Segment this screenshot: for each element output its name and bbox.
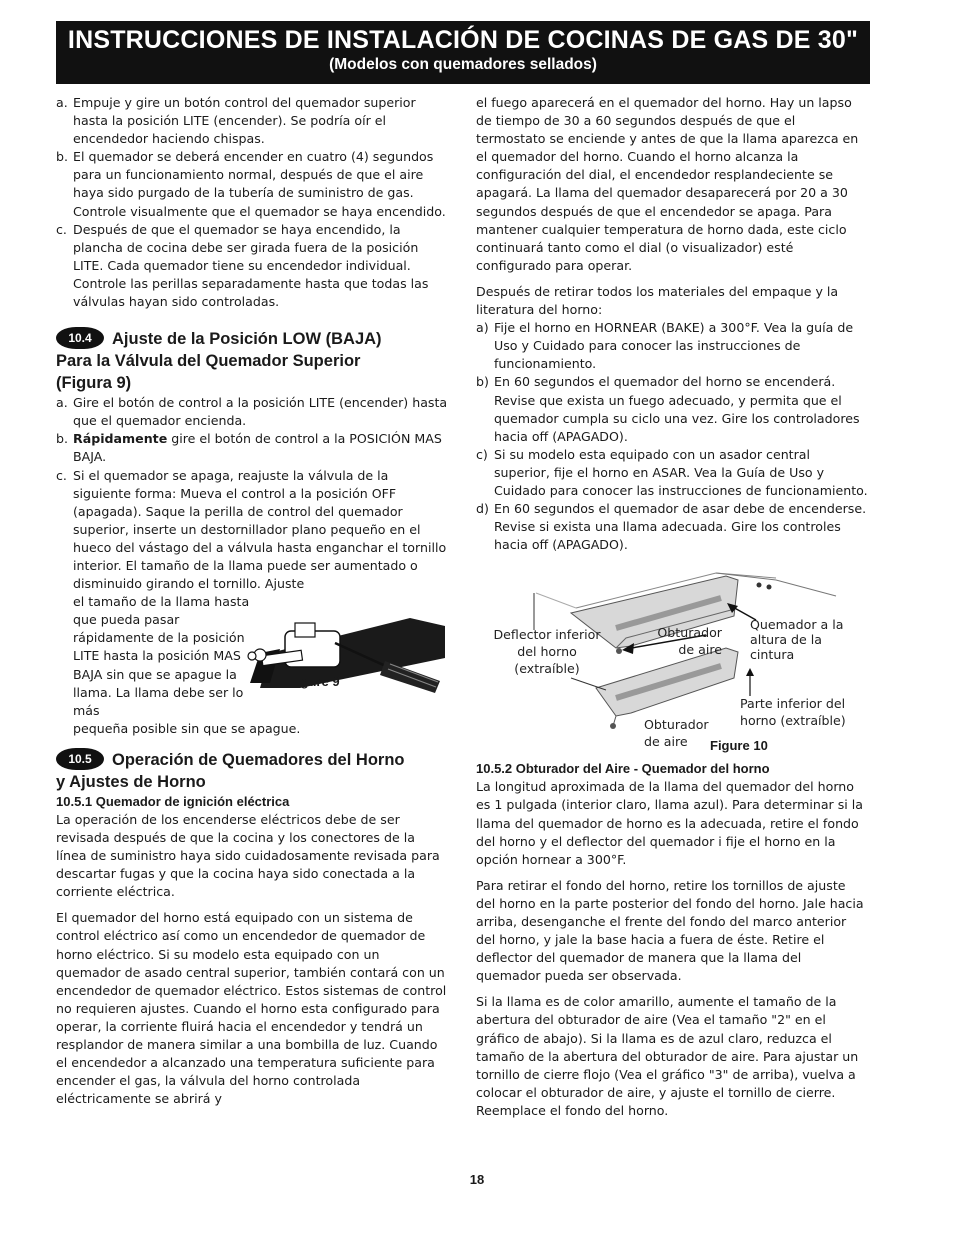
list-item: c) Si su modelo esta equipado con un asador central superior, fije el horno en ASAR. Vea la Guía de Uso y Cuidado para conocer las instrucciones de funcionamiento.	[476, 446, 868, 498]
list-item: a) Fije el horno en HORNEAR (BAKE) a 300°F. Vea la guía de Uso y Cuidado para conocer las instrucciones de funcionamiento.	[476, 320, 854, 372]
label-air-shutter-top: Obturador de aire	[657, 625, 722, 657]
section-heading-10-4: 10.4 Ajuste de la Posición LOW (BAJA) Para la Válvula del Quemador Superior (Figura 9)	[56, 327, 448, 394]
page-title: INSTRUCCIONES DE INSTALACIÓN DE COCINAS DE GAS DE 30"	[67, 26, 859, 54]
figure-caption: Figure 9	[289, 674, 340, 689]
list-item: b. El quemador se deberá encender en cuatro (4) segundos para un funcionamiento normal, después de que el aire haya sido purgado de la tubería de suministro de gas. Controle visualmente que el quemador se haya encendido.	[56, 149, 446, 219]
page-subtitle: (Modelos con quemadores sellados)	[329, 56, 597, 73]
list-item: a. Gire el botón de control a la posición LITE (encender) hasta que el quemador encienda.	[56, 395, 448, 429]
list-item: b. Rápidamente gire el botón de control a la POSICIÓN MAS BAJA.	[56, 431, 442, 465]
subsection-heading: 10.5.2 Obturador del Aire - Quemador del horno	[476, 761, 770, 777]
figure-caption: Figure 10	[710, 738, 768, 753]
label-oven-bottom: Parte inferior del horno (extraíble)	[740, 696, 846, 728]
paragraph: Si la llama es de color amarillo, aumente el tamaño de la abertura del obturador de aire (Vea el tamaño "2" en el gráfico de abajo). Si la llama es de azul claro, reduzca el tamaño de la abertura del obturador de aire. Para ajustar un tornillo de cierre flojo (Vea el gráfico "3" de arriba), vuelva a colocar el obturador de aire, y ajuste el tornillo de cierre. Reemplace el fondo del horno.	[476, 994, 859, 1118]
paragraph: Después de retirar todos los materiales del empaque y la literatura del horno:	[476, 283, 839, 318]
list-item: a. Empuje y gire un botón control del quemador superior hasta la posición LITE (encender). Se podría oír el encendedor haciendo chispas.	[56, 95, 416, 147]
label-air-shutter-bottom: Obturador de aire	[644, 717, 709, 749]
oven-burner-figure	[476, 568, 868, 758]
section-badge: 10.5	[56, 748, 104, 770]
paragraph: La operación de los encenderse eléctricos debe de ser revisada después de que la cocina y los conectores de la línea de suministro haya sido cuidadosamente revisada para descartar fugas y que la cocina haya sido conectada a la corriente eléctrica.	[56, 811, 440, 900]
list-item: c. Si el quemador se apaga, reajuste la válvula de la siguiente forma: Mueva el control a la posición OFF (apagada). Saque la perilla de control del quemador superior, inserte un destornillador plano pequeño en el hueco del vástago del a válvula hasta enganchar el tornillo interior. El tamaño de la llama puede ser aumentado o disminuido girando el tornillo. Ajuste el tamaño de la llama hasta que pueda pasar rápidamente de la posición LITE hasta la posición MAS BAJA sin que se apague la llama. La llama debe ser lo más pequeña posible sin que se apague.	[56, 467, 447, 736]
page-number: 18	[469, 1172, 485, 1187]
paragraph: El quemador del horno está equipado con un sistema de control eléctrico así como un encendedor de quemador de horno eléctrico. Si su modelo esta equipado con un quemador de asado central superior, también contará con un encendedor de quemador eléctrico. Estos sistemas de control no requieren ajustes. Cuando el horno esta configurado para operar, la corriente fluirá hacia el encendedor y tendrá un resplandor de manera similar a una bombilla de luz. Cuando el encendedor a alcanzado una temperatura suficiente para encender el gas, la válvula del horno controlada eléctricamente se abrirá y	[56, 910, 447, 1107]
section-heading-10-5: 10.5 Operación de Quemadores del Horno y Ajustes de Horno	[56, 748, 448, 793]
page-header	[56, 21, 870, 84]
paragraph: el fuego aparecerá en el quemador del horno. Hay un lapso de tiempo de 30 a 60 segundos después de que el termostato se enciende y antes de que la llama aparezca en el quemador del horno. Cuando el horno alcanza la configuración del dial, el encendedor resplandeciente se apagará. La llama del quemador desaparecerá por 20 a 30 segundos después de que el encendedor se apaga. Para mantener cualquier temperatura de horno dada, este ciclo continuará tanto como el dial (o visualizador) esté configurado para operar.	[476, 95, 859, 273]
list-item: c. Después de que el quemador se haya encendido, la plancha de cocina debe ser girada fuera de la posición LITE. Cada quemador tiene su encendedor individual. Controle las perillas separadamente hasta que todas las válvulas hayan sido controladas.	[56, 221, 429, 310]
label-waist-burner: Quemador a la altura de la cintura	[750, 617, 844, 662]
valve-screwdriver-illustration	[240, 543, 450, 693]
subsection-heading: 10.5.1 Quemador de ignición eléctrica	[56, 793, 290, 809]
label-deflector: Deflector inferior del horno (extraíble)	[493, 627, 601, 676]
section-badge: 10.4	[56, 327, 104, 349]
list-item: d) En 60 segundos el quemador de asar debe de encenderse. Revise si exista una llama adecuada. Gire los controles hacia off (APAGADO).	[476, 501, 867, 553]
list-item: b) En 60 segundos el quemador del horno se encenderá. Revise que exista un fuego adecuado, y permita que el quemador cumpla su ciclo una vez. Gire los controladores hacia off (APAGADO).	[476, 374, 860, 444]
paragraph: Para retirar el fondo del horno, retire los tornillos de ajuste del horno en la parte posterior del fondo del horno. Jale hacia arriba, desenganche el frente del fondo del marco anterior del horno, y jale la base hacia a fuera de éste. Retire el deflector del quemador de manera que la llama del quemador pueda ser observada.	[476, 877, 864, 984]
paragraph: La longitud aproximada de la llama del quemador del horno es 1 pulgada (interior claro, llama azul). Para determinar si la llama del quemador de horno es la adecuada, retire el fondo del horno y el deflector del quemador i fije el horno en la opción hornear a 300°F.	[476, 779, 864, 867]
